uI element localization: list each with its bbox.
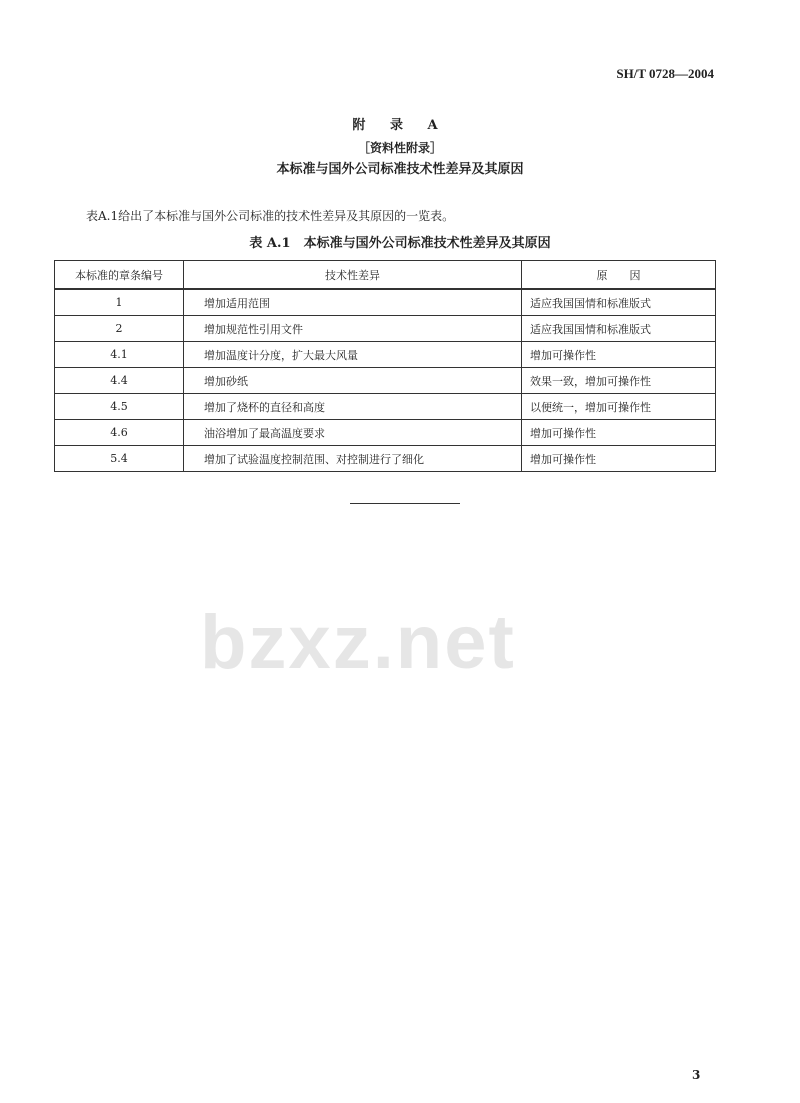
table-cell: 1 (55, 289, 184, 316)
page-number: 3 (692, 1068, 701, 1082)
appendix-type: ［资料性附录］ (357, 141, 442, 155)
table-row (55, 316, 716, 342)
table-header: 技术性差异 (184, 261, 522, 290)
table-cell: 增加温度计分度，扩大最大风量 (184, 342, 522, 368)
table-cell: 4.1 (55, 342, 184, 368)
table-cell: 增加可操作性 (522, 446, 716, 472)
table-cell: 2 (55, 316, 184, 342)
table-cell: 增加砂纸 (184, 368, 522, 394)
table-row (55, 446, 716, 472)
table-cell: 4.6 (55, 420, 184, 446)
table-cell: 增加规范性引用文件 (184, 316, 522, 342)
table-row (55, 342, 716, 368)
table-cell: 增加了试验温度控制范围、对控制进行了细化 (184, 446, 522, 472)
table-row (55, 289, 716, 316)
table-cell: 4.5 (55, 394, 184, 420)
table-row (55, 420, 716, 446)
table-cell: 增加适用范围 (184, 289, 522, 316)
differences-table (54, 260, 716, 472)
table-header: 原 因 (522, 261, 716, 290)
appendix-title: 附 录 A (352, 118, 448, 133)
table-cell: 适应我国国情和标准版式 (522, 289, 716, 316)
intro-text: 表A.1给出了本标准与国外公司标准的技术性差异及其原因的一览表。 (86, 209, 455, 223)
table-cell: 增加可操作性 (522, 342, 716, 368)
table-cell: 油浴增加了最高温度要求 (184, 420, 522, 446)
table-row (55, 394, 716, 420)
table-caption: 表 A.1 本标准与国外公司标准技术性差异及其原因 (249, 236, 551, 251)
end-rule (350, 503, 460, 504)
table-cell: 以便统一，增加可操作性 (522, 394, 716, 420)
watermark: bzxz.net (200, 600, 516, 685)
table-cell: 4.4 (55, 368, 184, 394)
table-cell: 5.4 (55, 446, 184, 472)
table-cell: 适应我国国情和标准版式 (522, 316, 716, 342)
table-row (55, 368, 716, 394)
table-cell: 增加可操作性 (522, 420, 716, 446)
standard-number: SH/T 0728—2004 (616, 66, 714, 81)
appendix-subtitle: 本标准与国外公司标准技术性差异及其原因 (276, 162, 524, 177)
table-header: 本标准的章条编号 (55, 261, 184, 290)
table-cell: 效果一致，增加可操作性 (522, 368, 716, 394)
table-cell: 增加了烧杯的直径和高度 (184, 394, 522, 420)
